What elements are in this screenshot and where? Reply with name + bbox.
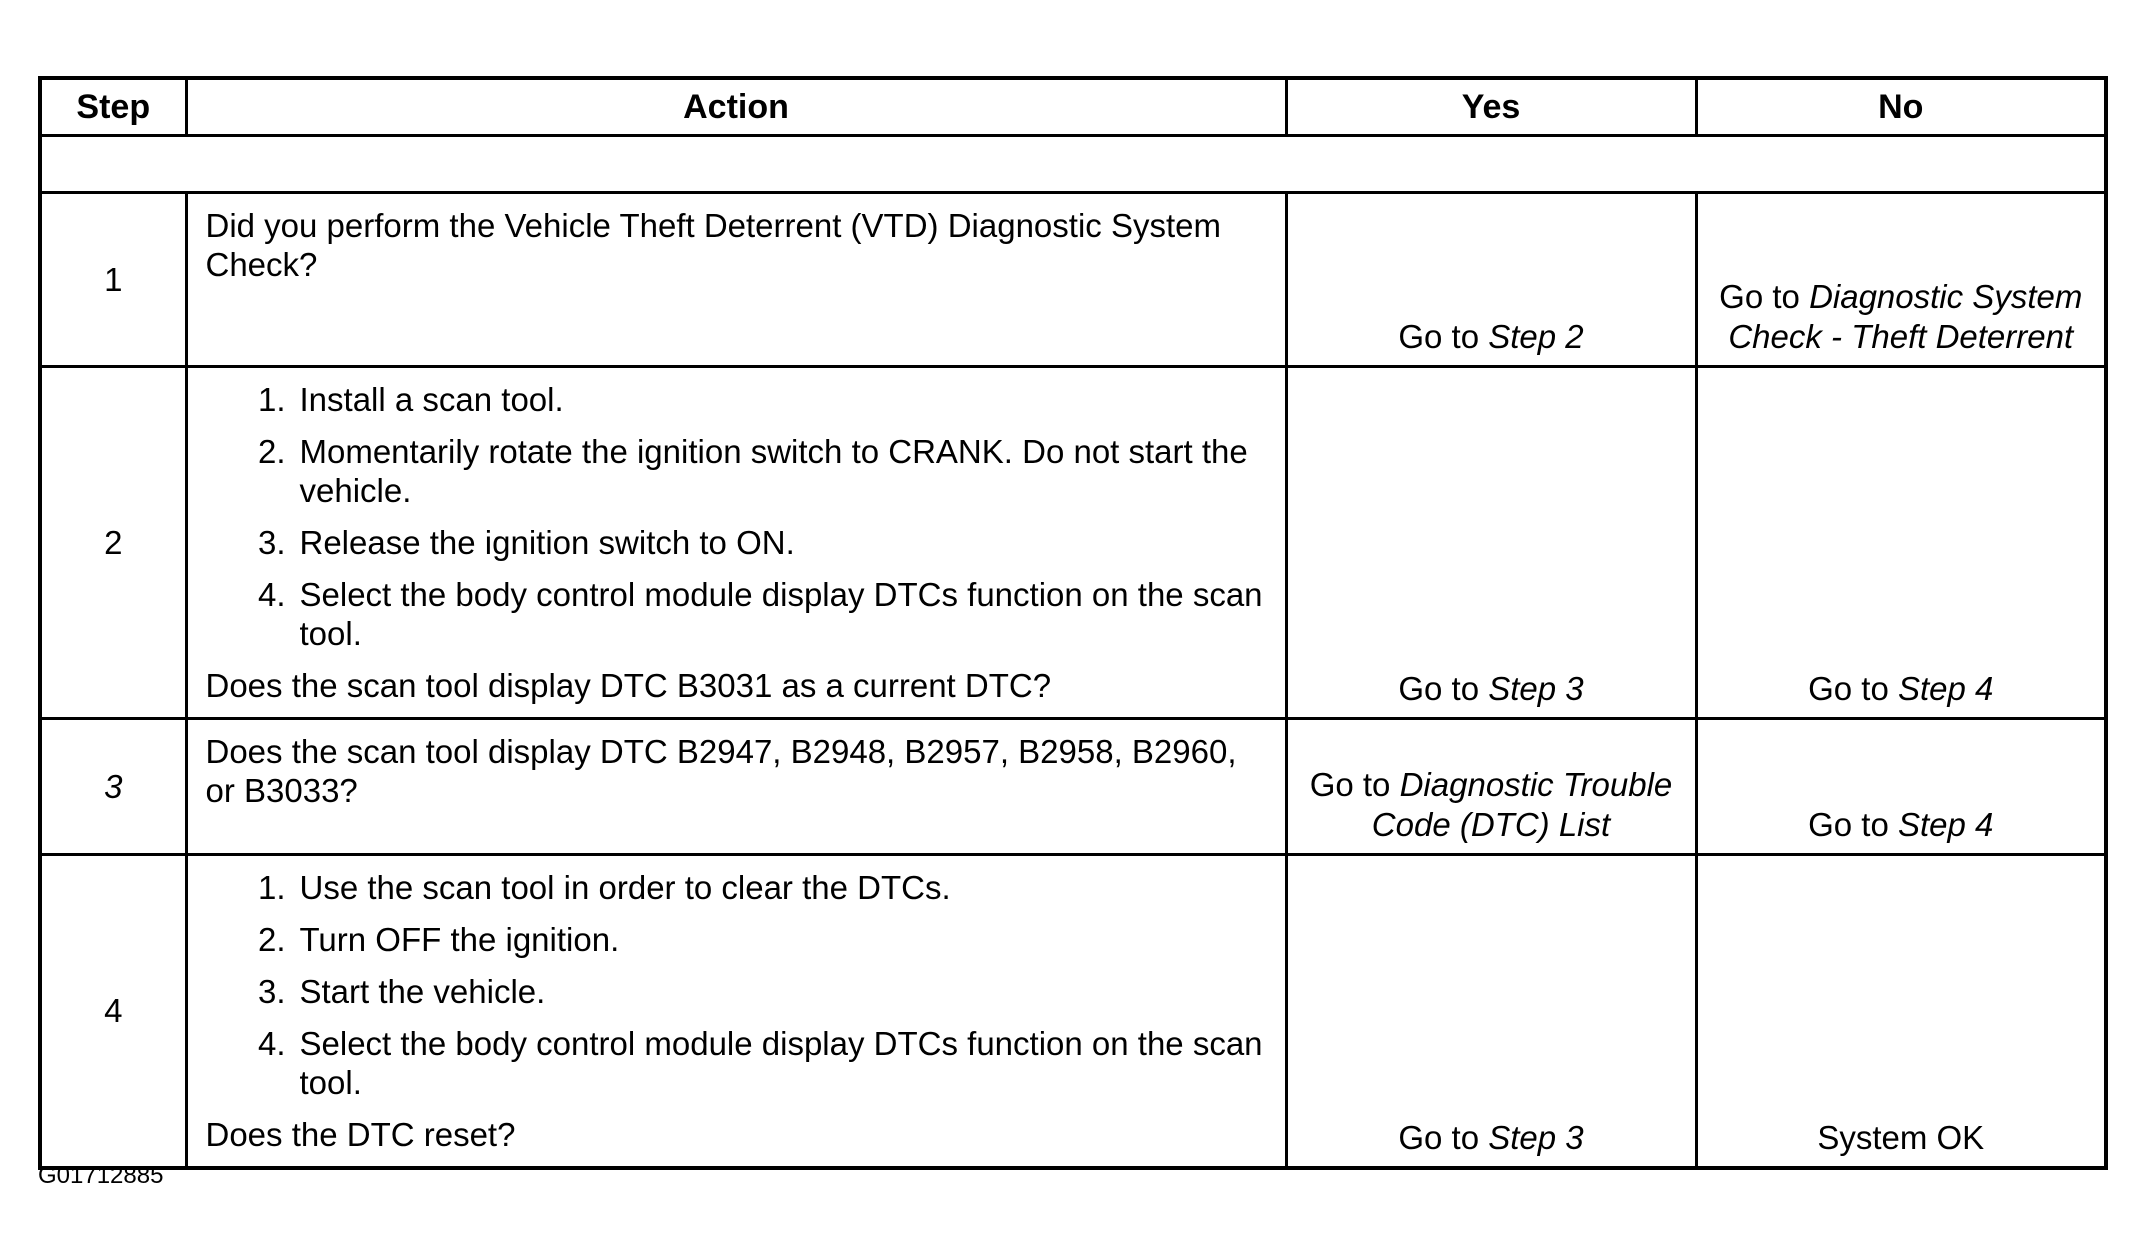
header-step: Step — [40, 78, 186, 136]
list-item-text: Start the vehicle. — [299, 973, 546, 1010]
no-link[interactable]: Step 4 — [1897, 670, 1994, 707]
blank-row — [40, 136, 2106, 193]
list-item — [206, 868, 1267, 907]
no-link[interactable]: Diagnostic System Check - Theft Deterrent — [1728, 278, 2083, 355]
action-steps-list — [206, 380, 1267, 653]
list-item-text: Release the ignition switch to ON. — [299, 524, 795, 561]
action-cell — [186, 719, 1286, 855]
list-item-text: Select the body control module display DTCs function on the scan tool. — [299, 1025, 1263, 1101]
header-yes: Yes — [1286, 78, 1696, 136]
step-number: 2 — [40, 367, 186, 719]
step-number: 4 — [40, 855, 186, 1169]
action-question: Does the scan tool display DTC B2947, B2948, B2957, B2958, B2960, or B3033? — [205, 733, 1237, 809]
table-row — [40, 855, 2106, 1169]
blank-cell — [40, 136, 2106, 193]
list-item — [206, 575, 1267, 653]
table-row — [40, 367, 2106, 719]
list-item-text: Momentarily rotate the ignition switch to CRANK. Do not start the vehicle. — [299, 433, 1248, 509]
no-result: System OK — [1817, 1119, 1985, 1156]
action-cell — [186, 367, 1286, 719]
no-prefix: Go to — [1808, 670, 1898, 707]
list-item-number: 4. — [257, 576, 286, 613]
action-question: Does the DTC reset? — [205, 1116, 516, 1153]
yes-prefix: Go to — [1309, 766, 1400, 803]
action-question: Does the scan tool display DTC B3031 as a current DTC? — [205, 667, 1052, 704]
list-item-number: 1. — [257, 869, 286, 906]
header-action: Action — [186, 78, 1286, 136]
yes-prefix: Go to — [1398, 1119, 1489, 1156]
list-item-number: 3. — [257, 973, 286, 1010]
action-question: Did you perform the Vehicle Theft Deterrent (VTD) Diagnostic System Check? — [205, 207, 1221, 283]
yes-link[interactable]: Step 3 — [1488, 670, 1584, 707]
list-item-number: 2. — [257, 433, 286, 470]
yes-cell — [1286, 719, 1696, 855]
diagnostic-table — [38, 76, 2108, 1170]
list-item-text: Select the body control module display DTCs function on the scan tool. — [299, 576, 1263, 652]
yes-cell — [1286, 367, 1696, 719]
table-row — [40, 193, 2106, 367]
no-cell — [1696, 367, 2106, 719]
no-cell — [1696, 855, 2106, 1169]
list-item-number: 1. — [257, 381, 286, 418]
table-row — [40, 719, 2106, 855]
list-item-number: 3. — [257, 524, 286, 561]
no-cell — [1696, 719, 2106, 855]
yes-cell — [1286, 193, 1696, 367]
yes-prefix: Go to — [1398, 318, 1489, 355]
yes-cell — [1286, 855, 1696, 1169]
figure-id: G01712885 — [38, 1162, 164, 1189]
header-no: No — [1696, 78, 2106, 136]
list-item-number: 4. — [257, 1025, 286, 1062]
step-number: 3 — [40, 719, 186, 855]
no-link[interactable]: Step 4 — [1897, 806, 1994, 843]
list-item-text: Install a scan tool. — [299, 381, 564, 418]
list-item — [206, 432, 1267, 510]
list-item-text: Turn OFF the ignition. — [299, 921, 620, 958]
list-item — [206, 920, 1267, 959]
list-item — [206, 380, 1267, 419]
no-cell — [1696, 193, 2106, 367]
step-number: 1 — [40, 193, 186, 367]
list-item — [206, 1024, 1267, 1102]
yes-link[interactable]: Step 3 — [1488, 1119, 1584, 1156]
action-steps-list — [206, 868, 1267, 1102]
action-cell — [186, 855, 1286, 1169]
yes-prefix: Go to — [1398, 670, 1489, 707]
list-item — [206, 523, 1267, 562]
list-item-number: 2. — [257, 921, 286, 958]
action-cell — [186, 193, 1286, 367]
list-item — [206, 972, 1267, 1011]
no-prefix: Go to — [1719, 278, 1810, 315]
yes-link[interactable]: Diagnostic Trouble Code (DTC) List — [1371, 766, 1673, 843]
no-prefix: Go to — [1808, 806, 1898, 843]
yes-link[interactable]: Step 2 — [1488, 318, 1584, 355]
header-row — [40, 78, 2106, 136]
list-item-text: Use the scan tool in order to clear the DTCs. — [299, 869, 951, 906]
